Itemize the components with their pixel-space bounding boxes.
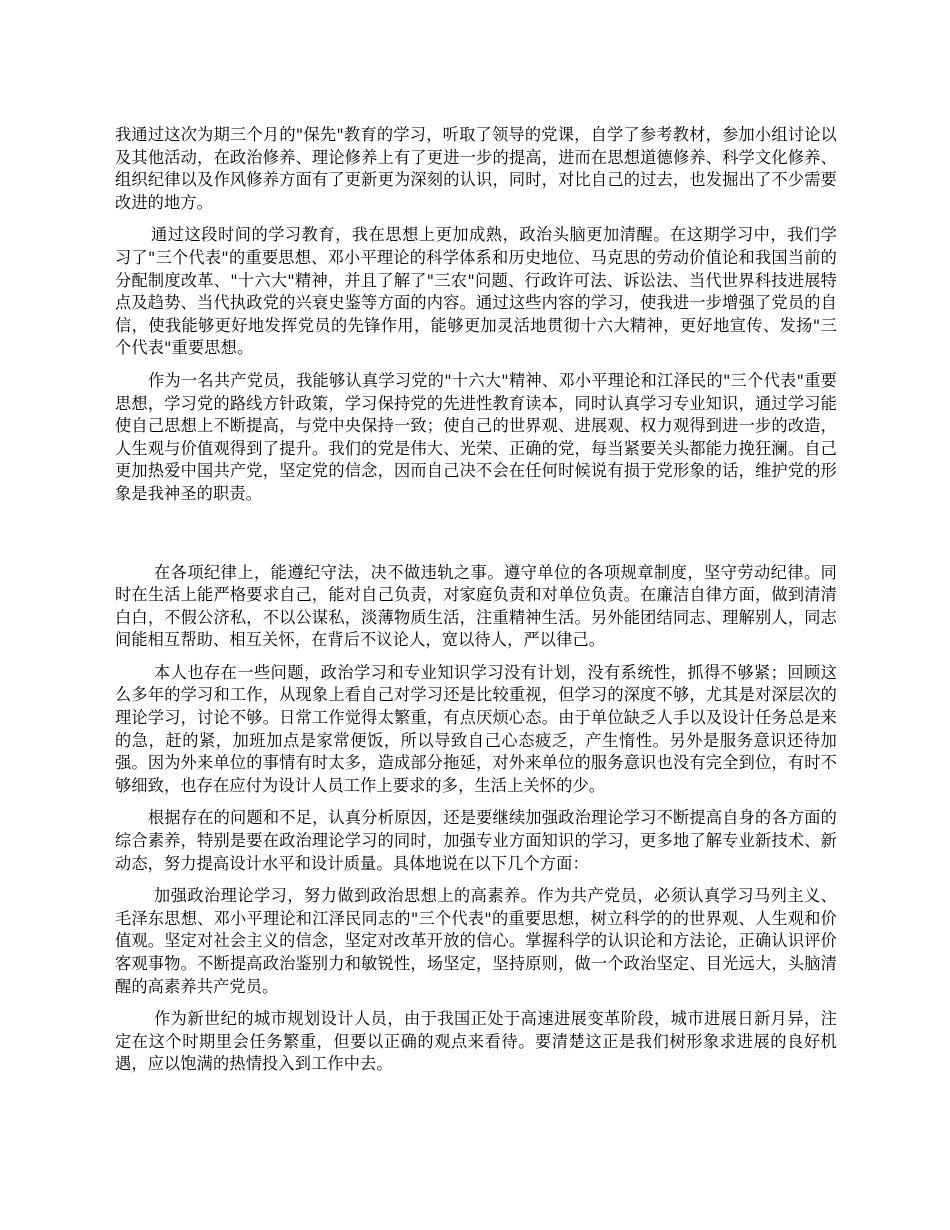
paragraph-improvement-plan: 根据存在的问题和不足，认真分析原因，还是要继续加强政治理论学习不断提高自身的各方面的综合素养，特别是要在政治理论学习的同时，加强专业方面知识的学习，更多地了解专业新技术、新动态，努力提高设计水平和设计质量。具体地说在以下几个方面： xyxy=(115,808,837,873)
paragraph-party-member: 作为一名共产党员，我能够认真学习党的"十六大"精神、邓小平理论和江泽民的"三个代表"重要思想，学习党的路线方针政策，学习保持党的先进性教育读本，同时认真学习专业知识，通过学习能使自己思想上不断提高，与党中央保持一致；使自己的世界观、进展观、权力观得到进一步的改造，人生观与价值观得到了提升。我们的党是伟大、光荣、正确的党，每当紧要关头都能力挽狂澜。自己更加热爱中国共产党，坚定党的信念，因而自己决不会在任何时候说有损于党形象的话，维护党的形象是我神圣的职责。 xyxy=(115,370,837,503)
paragraph-learning-content: 通过这段时间的学习教育，我在思想上更加成熟，政治头脑更加清醒。在这期学习中，我们学习了"三个代表"的重要思想、邓小平理论的科学体系和历史地位、马克思的劳动价值论和我国当前的分配制度改革、"十六大"精神，并且了解了"三农"问题、行政许可法、诉讼法、当代世界科技进展特点及趋势、当代执政党的兴衰史鉴等方面的内容。通过这些内容的学习，使我进一步增强了党员的自信，使我能够更好地发挥党员的先锋作用，能够更加灵活地贯彻十六大精神，更好地宣传、发扬"三个代表"重要思想。 xyxy=(115,225,837,358)
paragraph-political-theory: 加强政治理论学习，努力做到政治思想上的高素养。作为共产党员，必须认真学习马列主义、毛泽东思想、邓小平理论和江泽民同志的"三个代表"的重要思想，树立科学的的世界观、人生观和价值观。坚定对社会主义的信念，坚定对改革开放的信心。掌握科学的认识论和方法论，正确认识评价客观事物。不断提高政治鉴别力和敏锐性，场坚定，坚持原则，做一个政治坚定、目光远大，头脑清醒的高素养共产党员。 xyxy=(115,886,837,996)
document-page xyxy=(115,124,837,1076)
paragraph-discipline: 在各项纪律上，能遵纪守法，决不做违轨之事。遵守单位的各项规章制度，坚守劳动纪律。同时在生活上能严格要求自己，能对自己负责，对家庭负责和对单位负责。在廉洁自律方面，做到清清白白，不假公济私，不以公谋私，淡薄物质生活，注重精神生活。另外能团结同志、理解别人，同志间能相互帮助、相互关怀，在背后不议论人，宽以待人，严以律己。 xyxy=(115,562,837,650)
paragraph-study-summary: 我通过这次为期三个月的"保先"教育的学习，听取了领导的党课，自学了参考教材，参加小组讨论以及其他活动，在政治修养、理论修养上有了更进一步的提高，进而在思想道德修养、科学文化修养、组织纪律以及作风修养方面有了更新更为深刻的认识，同时，对比自己的过去，也发掘出了不少需要改进的地方。 xyxy=(115,125,837,212)
paragraph-problems: 本人也存在一些问题，政治学习和专业知识学习没有计划，没有系统性，抓得不够紧；回顾这么多年的学习和工作，从现象上看自己对学习还是比较重视，但学习的深度不够，尤其是对深层次的理论学习，讨论不够。日常工作觉得太繁重，有点厌烦心态。由于单位缺乏人手以及设计任务总是来的急，赶的紧，加班加点是家常便饭，所以导致自己心态疲乏，产生惰性。另外是服务意识还待加强。因为外来单位的事情有时太多，造成部分拖延，对外来单位的服务意识也没有完全到位，有时不够细致，也存在应付为设计人员工作上要求的多，生活上关怀的少。 xyxy=(115,662,837,795)
paragraph-urban-planner: 作为新世纪的城市规划设计人员，由于我国正处于高速进展变革阶段，城市进展日新月异，注定在这个时期里会任务繁重，但要以正确的观点来看待。要清楚这正是我们树形象求进展的良好机遇，应以饱满的热情投入到工作中去。 xyxy=(115,1009,837,1074)
